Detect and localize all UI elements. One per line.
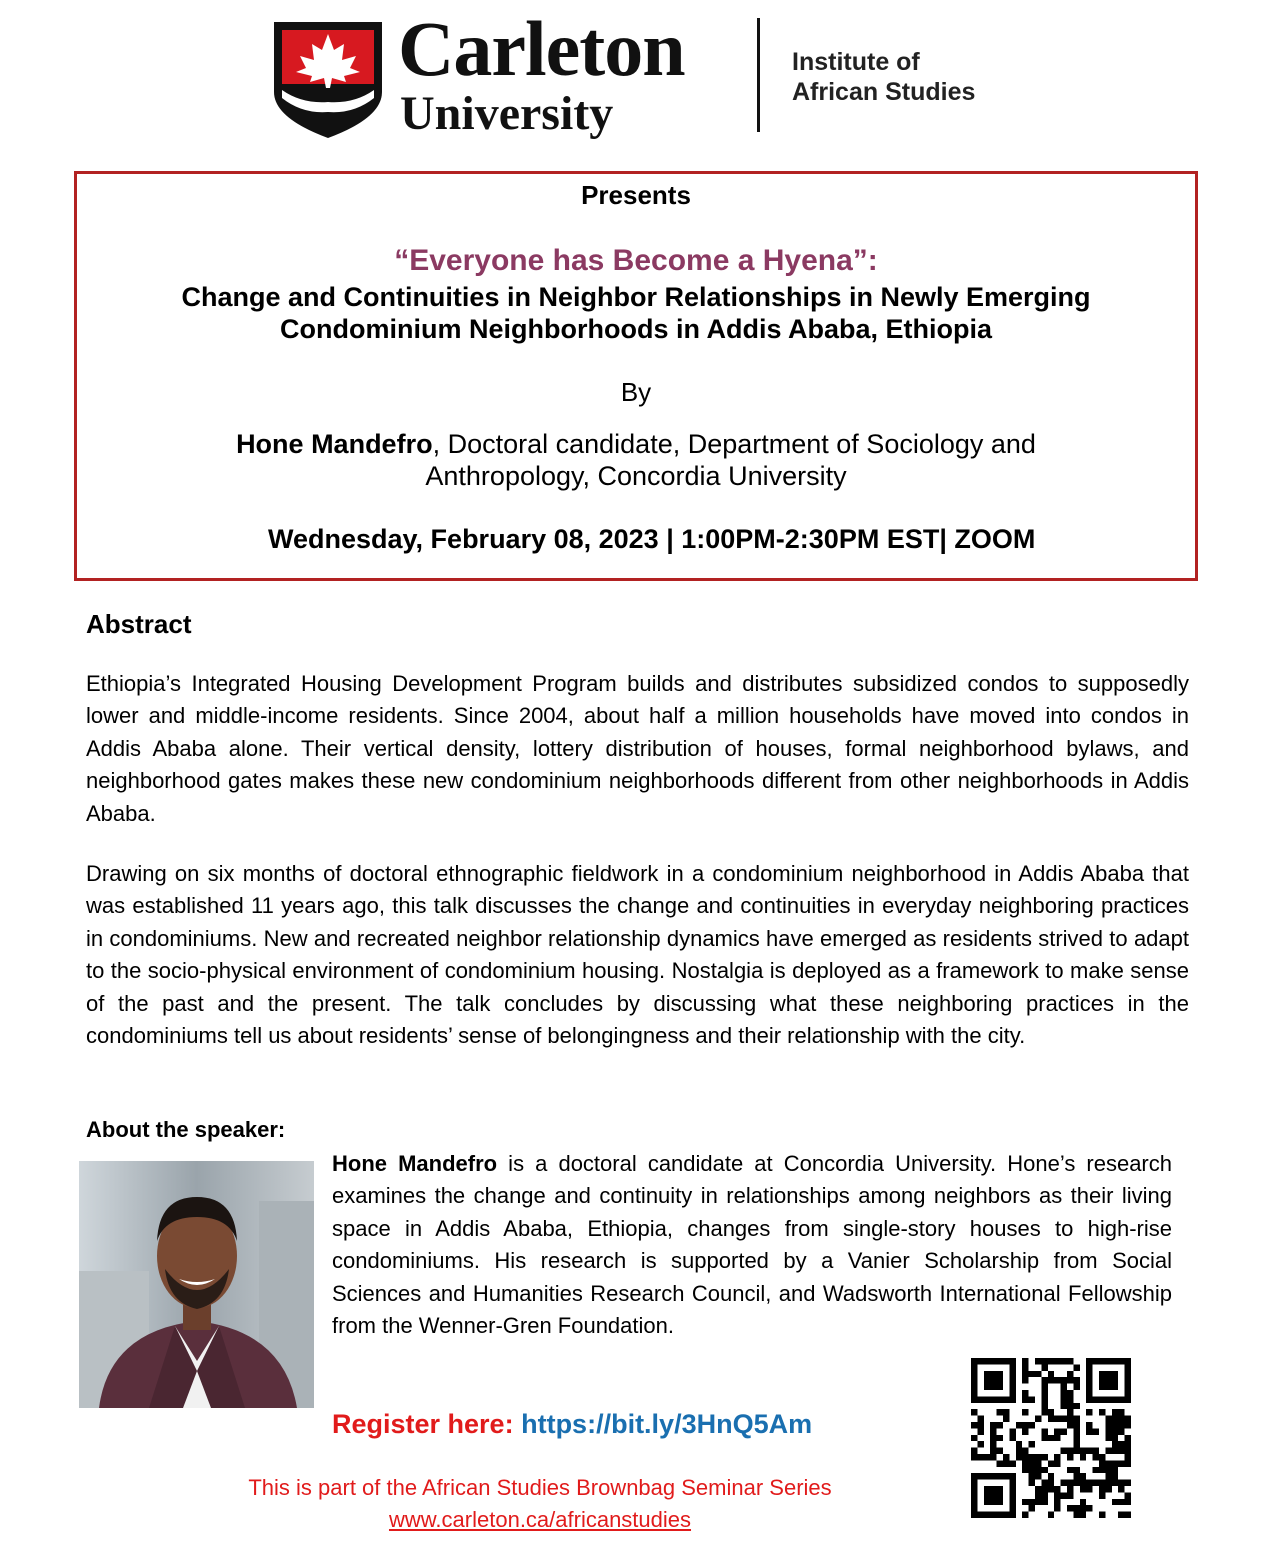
speaker-photo — [79, 1161, 314, 1408]
register-link[interactable]: https://bit.ly/3HnQ5Am — [521, 1409, 813, 1439]
presents-label: Presents — [581, 180, 691, 210]
bio-text: is a doctoral candidate at Concordia University. Hone’s research examines the change and continuity in relationships among neighbors as their living space in Addis Ababa, Ethiopia, changes from single-story houses to high-rise condominiums. His research is supported by a Vanier Scholarship from Social Sciences and Humanities Research Council, and Wadsworth International Fellowship from the Wenner-Gren Foundation. — [332, 1151, 1172, 1339]
register-label: Register here: — [332, 1409, 514, 1439]
speaker-affiliation-line2: Anthropology, Concordia University — [425, 461, 847, 491]
event-info-box — [74, 171, 1198, 581]
institute-name-line1: Institute of — [792, 48, 920, 76]
event-date-time: Wednesday, February 08, 2023 | 1:00PM-2:30PM EST| ZOOM — [268, 524, 1036, 554]
brand-subtitle: University — [400, 87, 614, 140]
brand-name: Carleton — [398, 5, 685, 92]
header-divider — [757, 18, 760, 132]
abstract-paragraph-2: Drawing on six months of doctoral ethnographic fieldwork in a condominium neighborhood in Addis Ababa that was established 11 years ago, this talk discusses the change and continuities in everyday neighboring practices in condominiums. New and recreated neighbor relationship dynamics have emerged as residents strived to adapt to the socio-physical environment of condominium housing. Nostalgia is deployed as a framework to make sense of the past and the present. The talk concludes by discussing what these neighboring practices in the condominiums tell us about residents’ sense of belongingness and their relationship with the city. — [86, 861, 1189, 1049]
bio-speaker-name: Hone Mandefro — [332, 1151, 498, 1176]
by-label: By — [620, 377, 652, 407]
abstract-heading: Abstract — [86, 609, 192, 639]
seminar-series-text: This is part of the African Studies Brownbag Seminar Series — [248, 1475, 832, 1500]
carleton-shield-logo — [272, 18, 384, 140]
about-speaker-heading: About the speaker: — [86, 1117, 286, 1142]
website-link[interactable]: www.carleton.ca/africanstudies — [388, 1507, 692, 1532]
speaker-name: Hone Mandefro — [236, 429, 433, 459]
institute-name-line2: African Studies — [792, 78, 976, 106]
qr-code — [971, 1358, 1131, 1518]
speaker-affiliation-line1: , Doctoral candidate, Department of Sociology and — [432, 429, 1036, 459]
event-title: “Everyone has Become a Hyena”: — [394, 244, 878, 277]
speaker-bio — [332, 1148, 1172, 1342]
abstract-paragraph-1: Ethiopia’s Integrated Housing Development Program builds and distributes subsidized condos to supposedly lower and middle-income residents. Since 2004, about half a million households have moved into condos in Addis Ababa alone. Their vertical density, lottery distribution of houses, formal neighborhood bylaws, and neighborhood gates makes these new condominium neighborhoods different from other neighborhoods in Addis Ababa. — [86, 671, 1189, 826]
event-subtitle-line1: Change and Continuities in Neighbor Relationships in Newly Emerging — [181, 282, 1091, 312]
speaker-info — [74, 428, 1198, 492]
event-subtitle — [74, 281, 1198, 345]
event-subtitle-line2: Condominium Neighborhoods in Addis Ababa, Ethiopia — [280, 314, 992, 344]
register-line — [332, 1409, 812, 1440]
